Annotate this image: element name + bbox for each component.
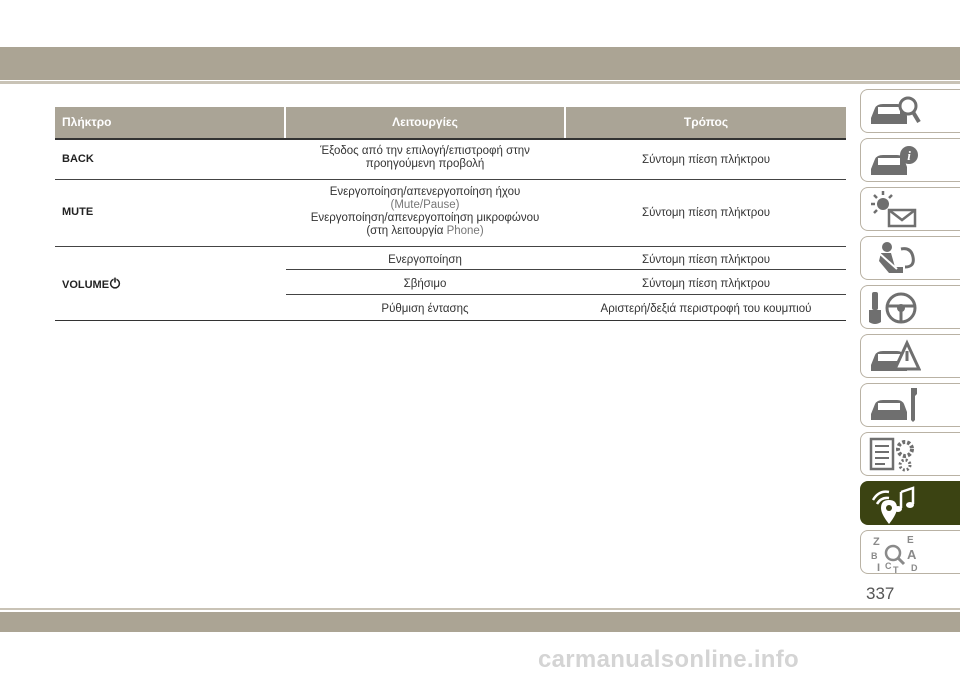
function-mute-line4a: (στη λειτουργία xyxy=(366,225,444,237)
sidebar-tab-safety[interactable] xyxy=(860,236,960,280)
warning-lights-message-icon xyxy=(867,190,921,230)
index-letter-d: D xyxy=(911,563,918,573)
sidebar-tab-index[interactable] xyxy=(860,530,960,574)
header-function: Λειτουργίες xyxy=(286,107,564,138)
index-letter-a: A xyxy=(907,547,917,562)
function-mute xyxy=(286,186,564,238)
header-key: Πλήκτρο xyxy=(55,107,284,138)
function-back-line1: Έξοδος από την επιλογή/επιστροφή στην xyxy=(320,145,530,157)
specifications-gear-icon xyxy=(867,435,921,475)
seat-airbag-icon xyxy=(867,239,921,279)
sub-row-divider xyxy=(286,294,846,295)
function-back xyxy=(286,145,564,171)
car-service-icon xyxy=(867,386,921,426)
index-letter-i: I xyxy=(877,562,881,573)
function-mute-line3: Ενεργοποίηση/απενεργοποίηση μικροφώνου xyxy=(310,212,540,224)
key-volume-label: VOLUME xyxy=(62,279,110,291)
function-mute-line2: (Mute/Pause) xyxy=(390,199,460,211)
key-back: BACK xyxy=(62,153,94,165)
sidebar-tab-maintenance[interactable] xyxy=(860,383,960,427)
sidebar-tab-starting-driving[interactable] xyxy=(860,285,960,329)
controls-table xyxy=(55,107,846,315)
power-icon xyxy=(109,277,121,289)
sub-row-divider xyxy=(286,269,846,270)
bottom-decorative-band xyxy=(0,612,960,632)
mode-back: Σύντομη πίεση πλήκτρου xyxy=(641,154,771,166)
function-mute-line4b: Phone) xyxy=(446,225,484,237)
mode-volume-on: Σύντομη πίεση πλήκτρου xyxy=(641,254,771,266)
alphabetical-index-icon xyxy=(867,533,921,573)
top-decorative-band xyxy=(0,47,960,80)
index-letter-e: E xyxy=(907,535,914,546)
function-mute-line4 xyxy=(286,225,564,238)
sidebar-tab-dashboard[interactable] xyxy=(860,138,960,182)
watermark: carmanualsonline.info xyxy=(538,646,800,673)
mode-volume-off: Σύντομη πίεση πλήκτρου xyxy=(641,278,771,290)
key-mute: MUTE xyxy=(62,206,94,218)
sidebar-tab-technical-data[interactable] xyxy=(860,432,960,476)
header-mode: Τρόπος xyxy=(566,107,846,138)
function-back-line2: προηγούμενη προβολή xyxy=(365,158,485,170)
index-letter-z: Z xyxy=(873,536,880,548)
sidebar-tab-emergency[interactable] xyxy=(860,334,960,378)
table-header xyxy=(55,107,846,138)
table-row-back xyxy=(55,140,846,179)
sidebar-tab-multimedia[interactable] xyxy=(860,481,960,525)
index-letter-c: C xyxy=(885,561,892,571)
table-row-volume xyxy=(55,247,846,320)
car-info-icon xyxy=(867,141,921,181)
mode-mute: Σύντομη πίεση πλήκτρου xyxy=(641,207,771,219)
mode-volume-adjust: Αριστερή/δεξιά περιστροφή του κουμπιού xyxy=(600,303,812,315)
index-letter-t: T xyxy=(893,565,899,573)
page-number: 337 xyxy=(866,584,895,603)
function-volume-adjust: Ρύθμιση έντασης xyxy=(381,303,469,315)
key-steering-wheel-icon xyxy=(867,288,921,328)
sidebar-tab-warning-lights[interactable] xyxy=(860,187,960,231)
multimedia-icon xyxy=(867,484,921,524)
svg-text:i: i xyxy=(907,148,911,163)
index-letter-b: B xyxy=(871,551,878,561)
function-volume-off: Σβήσιμο xyxy=(403,278,447,290)
function-mute-line1: Ενεργοποίηση/απενεργοποίηση ήχου xyxy=(329,186,521,198)
key-volume xyxy=(62,277,121,291)
car-breakdown-icon xyxy=(867,337,921,377)
table-row-mute xyxy=(55,180,846,246)
sidebar-tab-getting-to-know[interactable] xyxy=(860,89,960,133)
car-search-icon xyxy=(867,92,921,132)
table-bottom-rule xyxy=(55,320,846,321)
function-volume-on: Ενεργοποίηση xyxy=(388,254,462,266)
